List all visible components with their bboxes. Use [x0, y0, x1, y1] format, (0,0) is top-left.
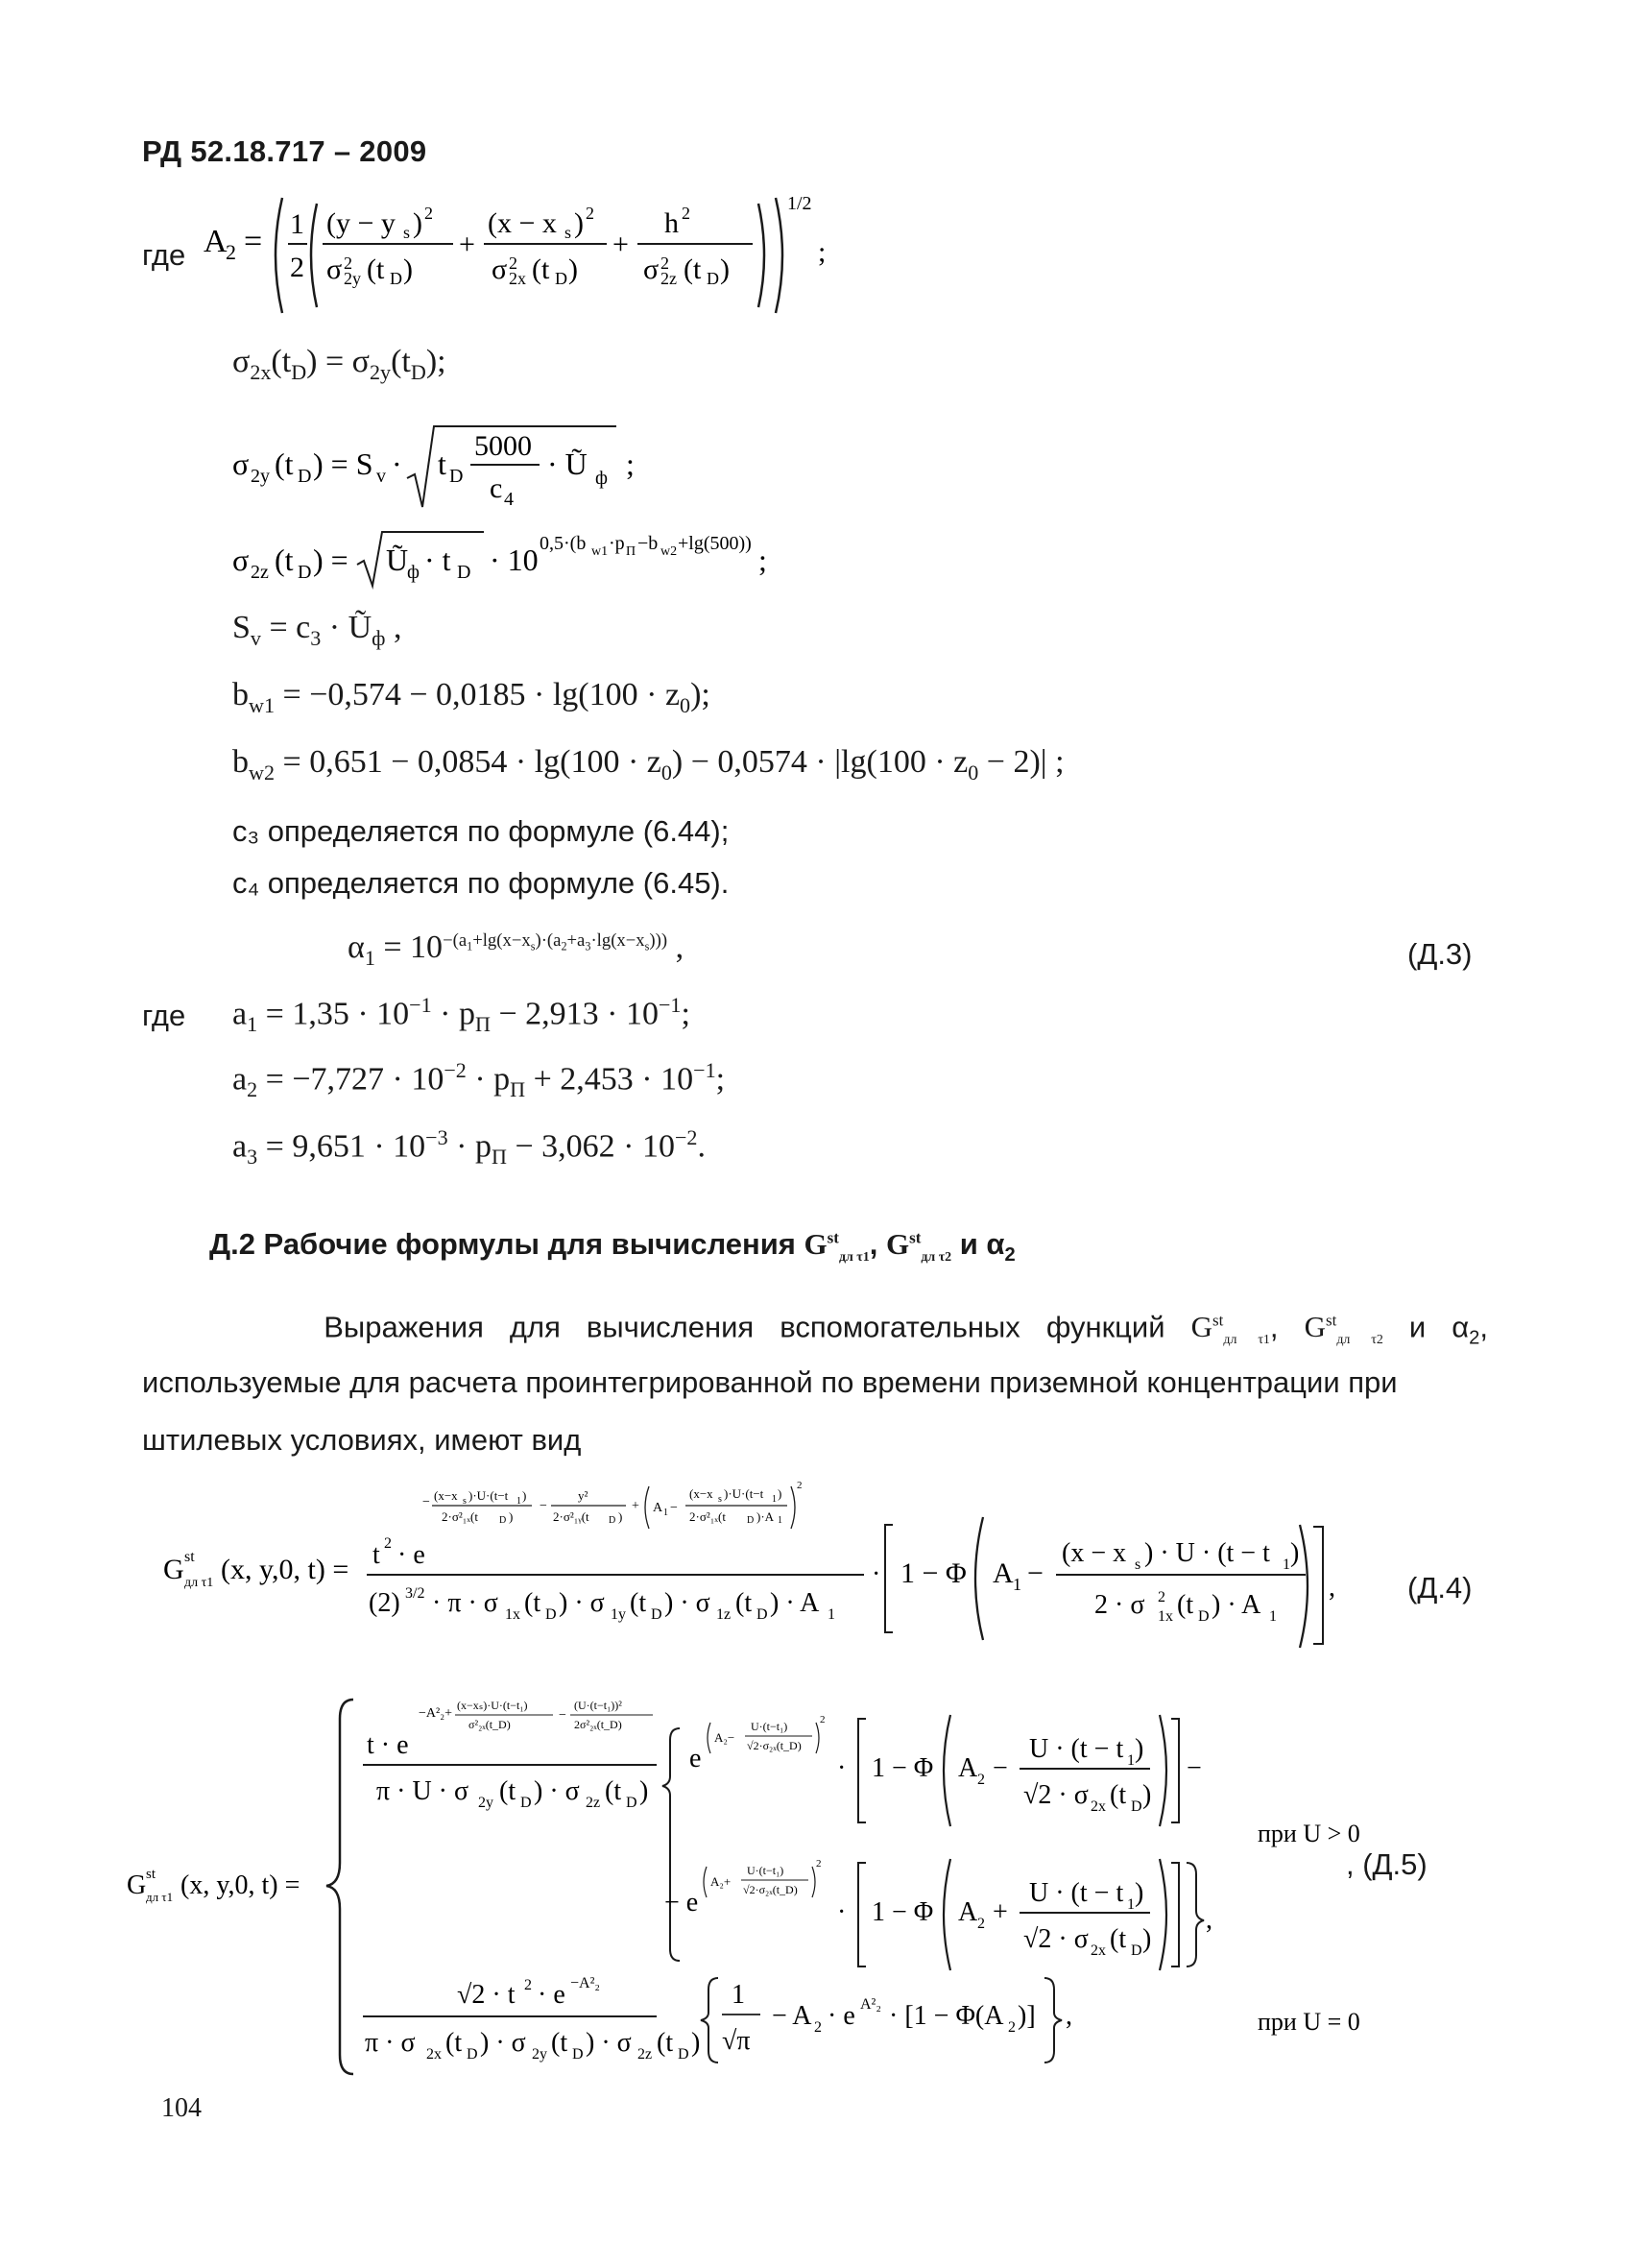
- formula-sigma2z-render: [232, 526, 866, 593]
- svg-text:(t: (t: [630, 1588, 647, 1618]
- svg-text:2: 2: [344, 253, 352, 273]
- svg-text:) · A: ) · A: [770, 1588, 820, 1618]
- svg-text:1: 1: [1269, 1608, 1277, 1625]
- formula-a2-render: [204, 190, 856, 325]
- svg-text:2: 2: [660, 253, 669, 273]
- svg-text:(x − x: (x − x: [1062, 1538, 1127, 1568]
- svg-text:D: D: [520, 1795, 532, 1811]
- page-number: 104: [161, 2093, 202, 2123]
- svg-text:−A²₂: −A²₂: [570, 1975, 600, 1991]
- svg-text:w2: w2: [660, 544, 678, 559]
- svg-text:): ): [618, 1509, 623, 1524]
- svg-text:(x − x: (x − x: [488, 207, 557, 239]
- svg-text:1: 1: [778, 1515, 782, 1526]
- svg-text:(t: (t: [1177, 1590, 1194, 1620]
- svg-text:): ): [413, 207, 422, 239]
- svg-text:σ: σ: [232, 446, 250, 481]
- svg-text:A₂+: A₂+: [710, 1874, 732, 1889]
- svg-text:· π · σ: · π · σ: [432, 1588, 498, 1618]
- svg-text:1: 1: [1127, 1896, 1135, 1913]
- svg-text:(2): (2): [369, 1588, 400, 1618]
- svg-text:) · σ: ) · σ: [586, 2028, 632, 2058]
- svg-text:(t: (t: [551, 2028, 568, 2058]
- svg-text:1: 1: [772, 1494, 777, 1505]
- note-c3: c₃ определяется по формуле (6.44);: [232, 814, 730, 848]
- label-where: где: [142, 238, 186, 272]
- svg-text:(t: (t: [499, 1776, 516, 1806]
- svg-text:2: 2: [586, 204, 594, 223]
- svg-text:c: c: [490, 472, 503, 504]
- svg-text:(t: (t: [605, 1776, 622, 1806]
- formula-bw1: $b_{w1} = -0,574 - 0,0185 \cdot \lg(100 \cdot z_0)$;: [232, 677, 710, 717]
- formula-sv: $S_v = c_3$ · $Ũ_ф$ ,: [232, 610, 402, 650]
- svg-text:1: 1: [828, 1606, 835, 1623]
- svg-text:D: D: [390, 269, 402, 288]
- svg-text:): ): [509, 1509, 514, 1524]
- equation-number-d3: (Д.3): [1407, 937, 1473, 971]
- svg-text:2: 2: [1158, 1589, 1165, 1605]
- svg-text:D: D: [1131, 1798, 1142, 1815]
- svg-text:1 − Φ: 1 − Φ: [872, 1753, 934, 1783]
- svg-text:σ: σ: [643, 253, 660, 285]
- svg-text:π · U · σ: π · U · σ: [376, 1776, 469, 1806]
- svg-text:(y − y: (y − y: [326, 207, 396, 239]
- svg-text:D: D: [651, 1606, 662, 1623]
- formula-d4-closing: [1296, 1517, 1344, 1652]
- svg-text:,: ,: [1206, 1905, 1212, 1935]
- svg-text:) · σ: ) · σ: [664, 1588, 710, 1618]
- svg-text:ф: ф: [595, 468, 608, 489]
- svg-text:2: 2: [524, 1977, 532, 1993]
- svg-text:D: D: [747, 1515, 755, 1526]
- svg-text:D: D: [467, 2046, 478, 2063]
- svg-text:Ũ: Ũ: [386, 543, 409, 577]
- svg-text:s: s: [564, 223, 572, 242]
- svg-text:=: =: [244, 224, 263, 259]
- svg-text:(U·(t−t₁))²: (U·(t−t₁))²: [574, 1699, 622, 1712]
- svg-text:2x: 2x: [426, 2046, 442, 2063]
- svg-text:A: A: [204, 224, 228, 259]
- svg-text:· e: · e: [538, 1980, 565, 2010]
- formula-bw2: $b_{w2} = 0,651 - 0,0854 \cdot \lg(100 \cdot z_0) - 0,0574 \cdot |\lg(100 \cdot z_0 - 2)|$ ;: [232, 744, 1065, 784]
- svg-text:;: ;: [626, 446, 635, 481]
- svg-text:A: A: [653, 1501, 663, 1515]
- svg-text:)·U·(t−t: )·U·(t−t: [724, 1486, 764, 1501]
- svg-text:2: 2: [424, 204, 433, 223]
- svg-text:): ): [522, 1488, 527, 1503]
- svg-text:s: s: [718, 1494, 722, 1505]
- svg-text:1: 1: [290, 208, 304, 240]
- svg-text:1/2: 1/2: [787, 193, 812, 214]
- svg-text:): ): [720, 253, 730, 285]
- svg-text:√2 · σ: √2 · σ: [1023, 1780, 1089, 1810]
- svg-text:1: 1: [516, 1496, 521, 1507]
- svg-text:2y: 2y: [478, 1795, 493, 1811]
- svg-text:2: 2: [226, 240, 236, 264]
- svg-text:) = S: ) = S: [313, 446, 373, 481]
- svg-text:D: D: [626, 1795, 637, 1811]
- svg-text:σ²₂ₓ(t_D): σ²₂ₓ(t_D): [468, 1718, 511, 1731]
- svg-text:2y: 2y: [344, 269, 361, 288]
- svg-text:√2·σ₂ₓ(t_D): √2·σ₂ₓ(t_D): [743, 1883, 798, 1896]
- svg-text:1: 1: [663, 1508, 668, 1518]
- svg-text:) · A: ) · A: [1212, 1590, 1261, 1620]
- svg-text:s: s: [463, 1496, 467, 1507]
- svg-text:5000: 5000: [474, 430, 532, 462]
- paragraph-line-1: Выражения для вычисления вспомогательных функций $G^{st}_{дл \tau 1}$, $G^{st}_{дл \tau 2}$ и $\alpha_2$,: [142, 1310, 1488, 1349]
- svg-text:s: s: [1135, 1556, 1141, 1573]
- svg-text:): ): [574, 207, 584, 239]
- svg-text:A: A: [993, 1557, 1014, 1589]
- svg-text:): ): [1142, 1924, 1152, 1954]
- svg-text:2y: 2y: [251, 466, 270, 487]
- svg-text:st: st: [184, 1549, 195, 1565]
- svg-text:√π: √π: [722, 2026, 751, 2056]
- svg-text:−: −: [559, 1708, 566, 1723]
- svg-text:√2 · σ: √2 · σ: [1023, 1924, 1089, 1954]
- svg-text:2z: 2z: [586, 1795, 601, 1811]
- svg-text:· e: · e: [828, 2001, 855, 2031]
- svg-text:2z: 2z: [660, 269, 677, 288]
- svg-text:σ: σ: [232, 543, 250, 577]
- formula-a1: $a_1 = 1,35 \cdot 10^{-1} \cdot p_П - 2,913 \cdot 10^{-1}$;: [232, 993, 690, 1037]
- svg-text:+lg(500)): +lg(500)): [678, 533, 752, 554]
- svg-text:): ): [1135, 1734, 1144, 1764]
- svg-text:(t: (t: [275, 543, 294, 577]
- svg-text:e: e: [689, 1744, 702, 1773]
- svg-text:2: 2: [1008, 2019, 1016, 2036]
- svg-text:2x: 2x: [1091, 1798, 1106, 1815]
- svg-text:D: D: [609, 1515, 616, 1526]
- svg-text:2: 2: [290, 252, 304, 283]
- formula-sigma2x: $\sigma_{2x}(t_D) = \sigma_{2y}(t_D)$;: [232, 344, 446, 384]
- svg-text:w1: w1: [591, 544, 609, 559]
- svg-text:(t: (t: [735, 1588, 753, 1618]
- svg-text:−: −: [993, 1753, 1008, 1783]
- svg-text:2σ²₂ₓ(t_D): 2σ²₂ₓ(t_D): [574, 1718, 622, 1731]
- svg-text:2y: 2y: [532, 2046, 547, 2063]
- svg-text:4: 4: [504, 489, 514, 510]
- formula-sigma2z: [232, 526, 866, 602]
- svg-text:−: −: [670, 1501, 678, 1515]
- svg-text:− A: − A: [772, 2001, 812, 2031]
- svg-text:(t: (t: [275, 446, 294, 481]
- svg-text:A: A: [958, 1753, 978, 1783]
- svg-text:1: 1: [1283, 1556, 1290, 1573]
- document-header: РД 52.18.717 – 2009: [142, 134, 427, 168]
- svg-text:): ): [639, 1776, 649, 1806]
- svg-text:2: 2: [816, 1858, 822, 1870]
- formula-sigma2y-render: [232, 421, 655, 517]
- svg-text:) =: ) =: [313, 543, 348, 577]
- svg-text:· t: · t: [424, 543, 451, 577]
- svg-text:t: t: [372, 1540, 380, 1570]
- svg-text:(x−x: (x−x: [434, 1488, 458, 1503]
- svg-text:П: П: [626, 544, 636, 559]
- svg-text:2: 2: [384, 1535, 392, 1552]
- formula-a2-coef: $a_2 = -7,727 \cdot 10^{-2} \cdot p_П + 2,453 \cdot 10^{-1}$;: [232, 1058, 726, 1102]
- svg-text:A: A: [958, 1897, 978, 1927]
- formula-alpha1: $\alpha_1 = 10^{-(a_1+lg(x-x_s)\cdot(a_2+a_3\cdot lg(x-x_s)))}$ ,: [348, 929, 684, 970]
- svg-text:2·σ²₁ᵧ(t: 2·σ²₁ᵧ(t: [553, 1509, 589, 1524]
- svg-text:2: 2: [797, 1480, 803, 1491]
- svg-text:−: −: [1187, 1753, 1202, 1783]
- svg-text:(t: (t: [657, 2028, 674, 2058]
- svg-text:)·U·(t−t: )·U·(t−t: [468, 1488, 509, 1503]
- svg-text:·: ·: [392, 446, 402, 481]
- svg-text:1: 1: [1127, 1752, 1135, 1769]
- svg-text:дл τ1: дл τ1: [146, 1890, 174, 1904]
- svg-text:(t: (t: [684, 253, 702, 285]
- paragraph-line-2: используемые для расчета проинтегрированной по времени приземной концентрации при: [142, 1365, 1398, 1399]
- svg-text:D: D: [572, 2046, 584, 2063]
- svg-text:2: 2: [977, 1916, 985, 1932]
- svg-text:st: st: [146, 1867, 156, 1882]
- formula-a3: $a_3 = 9,651 \cdot 10^{-3} \cdot p_П - 3,062 \cdot 10^{-2}$.: [232, 1125, 706, 1170]
- equation-number-d5: , (Д.5): [1346, 1847, 1428, 1881]
- svg-text:G: G: [127, 1870, 147, 1900]
- svg-text:): ): [691, 2028, 701, 2058]
- svg-text:(t: (t: [367, 253, 385, 285]
- svg-text:· e: · e: [397, 1540, 425, 1570]
- svg-text:·: ·: [837, 1897, 847, 1927]
- svg-text:·: ·: [837, 1753, 847, 1783]
- svg-text:+: +: [632, 1499, 639, 1513]
- svg-text:· 10: · 10: [490, 543, 539, 577]
- svg-text:): ): [403, 253, 413, 285]
- case2-condition: при U = 0: [1258, 2008, 1360, 2036]
- label-where-2: где: [142, 999, 186, 1032]
- svg-text:h: h: [664, 207, 679, 239]
- formula-d5: [127, 1680, 1375, 2088]
- svg-text:D: D: [298, 562, 312, 583]
- svg-text:дл τ1: дл τ1: [184, 1576, 214, 1590]
- svg-text:π · σ: π · σ: [365, 2028, 416, 2058]
- svg-text:) · σ: ) · σ: [559, 1588, 605, 1618]
- svg-text:1x: 1x: [505, 1606, 520, 1623]
- svg-text:(x−x: (x−x: [689, 1486, 713, 1501]
- svg-text:D: D: [499, 1515, 507, 1526]
- svg-text:)]: )]: [1018, 2001, 1036, 2031]
- svg-text:1z: 1z: [716, 1606, 732, 1623]
- svg-text:(x, y,0, t) =: (x, y,0, t) =: [221, 1554, 349, 1585]
- svg-text:): ): [1135, 1878, 1144, 1908]
- formula-sigma2y: [232, 421, 655, 525]
- svg-text:t: t: [438, 446, 446, 481]
- svg-text:): ): [568, 253, 578, 285]
- svg-text:2: 2: [509, 253, 517, 273]
- svg-text:)·A: )·A: [756, 1509, 775, 1524]
- svg-text:· Ũ: · Ũ: [547, 446, 588, 481]
- svg-text:+: +: [993, 1897, 1008, 1927]
- svg-text:2z: 2z: [637, 2046, 653, 2063]
- svg-text:U·(t−t₁): U·(t−t₁): [747, 1864, 784, 1877]
- svg-text:U · (t − t: U · (t − t: [1029, 1878, 1124, 1908]
- svg-text:1 − Φ: 1 − Φ: [900, 1557, 967, 1589]
- svg-text:D: D: [449, 466, 464, 487]
- svg-text:σ: σ: [326, 253, 343, 285]
- svg-text:1: 1: [1013, 1575, 1021, 1594]
- svg-text:2: 2: [820, 1714, 826, 1725]
- svg-text:2 · σ: 2 · σ: [1094, 1590, 1145, 1620]
- formula-a2: [204, 190, 856, 333]
- svg-text:) · σ: ) · σ: [534, 1776, 580, 1806]
- paragraph-line-3: штилевых условиях, имеют вид: [142, 1423, 582, 1457]
- svg-text:,: ,: [1329, 1573, 1335, 1603]
- svg-text:σ: σ: [492, 253, 508, 285]
- svg-text:D: D: [1131, 1942, 1142, 1959]
- svg-text:D: D: [457, 562, 471, 583]
- svg-text:A²₂: A²₂: [860, 1996, 881, 2013]
- note-c4: c₄ определяется по формуле (6.45).: [232, 866, 730, 900]
- section-title: Д.2 Рабочие формулы для вычисления $G^{st}_{дл \tau 1}$, $G^{st}_{дл \tau 2}$ и $\alpha_2$: [209, 1227, 1016, 1267]
- svg-text:D: D: [1198, 1608, 1210, 1625]
- svg-text:+: +: [612, 229, 629, 260]
- svg-text:√2 · t: √2 · t: [457, 1980, 516, 2010]
- svg-text:) · U · (t − t: ) · U · (t − t: [1144, 1538, 1270, 1568]
- svg-text:− e: − e: [664, 1888, 699, 1918]
- svg-text:−A²₂+: −A²₂+: [419, 1706, 452, 1721]
- svg-text:D: D: [555, 269, 567, 288]
- svg-text:s: s: [403, 223, 411, 242]
- svg-text:,: ,: [1066, 2001, 1072, 2031]
- svg-text:D: D: [678, 2046, 689, 2063]
- svg-text:· [1 − Φ(A: · [1 − Φ(A: [889, 2001, 1004, 2031]
- svg-text:2: 2: [814, 2019, 822, 2036]
- formula-d4: [163, 1479, 1315, 1656]
- svg-text:2z: 2z: [251, 562, 269, 583]
- svg-text:t · e: t · e: [367, 1730, 409, 1760]
- svg-text:G: G: [163, 1554, 184, 1585]
- svg-text:D: D: [298, 466, 312, 487]
- svg-text:2x: 2x: [1091, 1942, 1106, 1959]
- svg-text:(t: (t: [1110, 1924, 1127, 1954]
- svg-text:D: D: [707, 269, 719, 288]
- svg-text:): ): [1290, 1538, 1300, 1568]
- svg-text:(t: (t: [532, 253, 550, 285]
- svg-text:0,5·(b: 0,5·(b: [540, 533, 587, 554]
- svg-text:−: −: [1027, 1557, 1044, 1589]
- svg-text:2: 2: [977, 1772, 985, 1788]
- svg-text:·p: ·p: [609, 533, 625, 554]
- svg-text:D: D: [545, 1606, 557, 1623]
- svg-text:A₂−: A₂−: [714, 1730, 735, 1745]
- svg-text:3/2: 3/2: [405, 1585, 425, 1602]
- svg-text:1y: 1y: [611, 1606, 626, 1623]
- svg-text:;: ;: [818, 236, 827, 268]
- svg-text:1x: 1x: [1158, 1608, 1173, 1625]
- svg-text:(x, y,0, t) =: (x, y,0, t) =: [180, 1870, 300, 1900]
- svg-text:U · (t − t: U · (t − t: [1029, 1734, 1124, 1764]
- svg-text:U·(t−t₁): U·(t−t₁): [751, 1720, 788, 1733]
- svg-text:): ): [778, 1486, 782, 1501]
- formula-d5-render: [127, 1680, 1375, 2084]
- svg-text:;: ;: [758, 543, 767, 577]
- svg-text:1: 1: [732, 1980, 745, 2010]
- svg-text:y²: y²: [578, 1488, 588, 1503]
- svg-text:(t: (t: [1110, 1780, 1127, 1810]
- svg-text:−: −: [540, 1499, 547, 1513]
- svg-text:D: D: [756, 1606, 768, 1623]
- svg-text:v: v: [376, 466, 386, 487]
- svg-text:√2·σ₂ₓ(t_D): √2·σ₂ₓ(t_D): [747, 1739, 802, 1752]
- svg-text:): ): [1142, 1780, 1152, 1810]
- svg-text:) · σ: ) · σ: [480, 2028, 526, 2058]
- svg-text:2x: 2x: [509, 269, 526, 288]
- case1-condition: при U > 0: [1258, 1820, 1360, 1847]
- svg-text:−: −: [422, 1495, 430, 1509]
- svg-text:2·σ²₁ₓ(t: 2·σ²₁ₓ(t: [442, 1509, 478, 1524]
- svg-text:(t: (t: [524, 1588, 541, 1618]
- svg-text:ф: ф: [407, 562, 420, 583]
- svg-text:2·σ²₁ₓ(t: 2·σ²₁ₓ(t: [689, 1509, 726, 1524]
- svg-text:(x−xₛ)·U·(t−t₁): (x−xₛ)·U·(t−t₁): [457, 1699, 528, 1712]
- svg-text:+: +: [459, 229, 475, 260]
- svg-text:1 − Φ: 1 − Φ: [872, 1897, 934, 1927]
- equation-number-d4: (Д.4): [1407, 1571, 1473, 1604]
- formula-d4-render: [163, 1479, 1315, 1652]
- svg-text:·: ·: [872, 1559, 881, 1589]
- svg-text:(t: (t: [445, 2028, 463, 2058]
- svg-text:−b: −b: [637, 533, 659, 554]
- svg-text:2: 2: [682, 204, 690, 223]
